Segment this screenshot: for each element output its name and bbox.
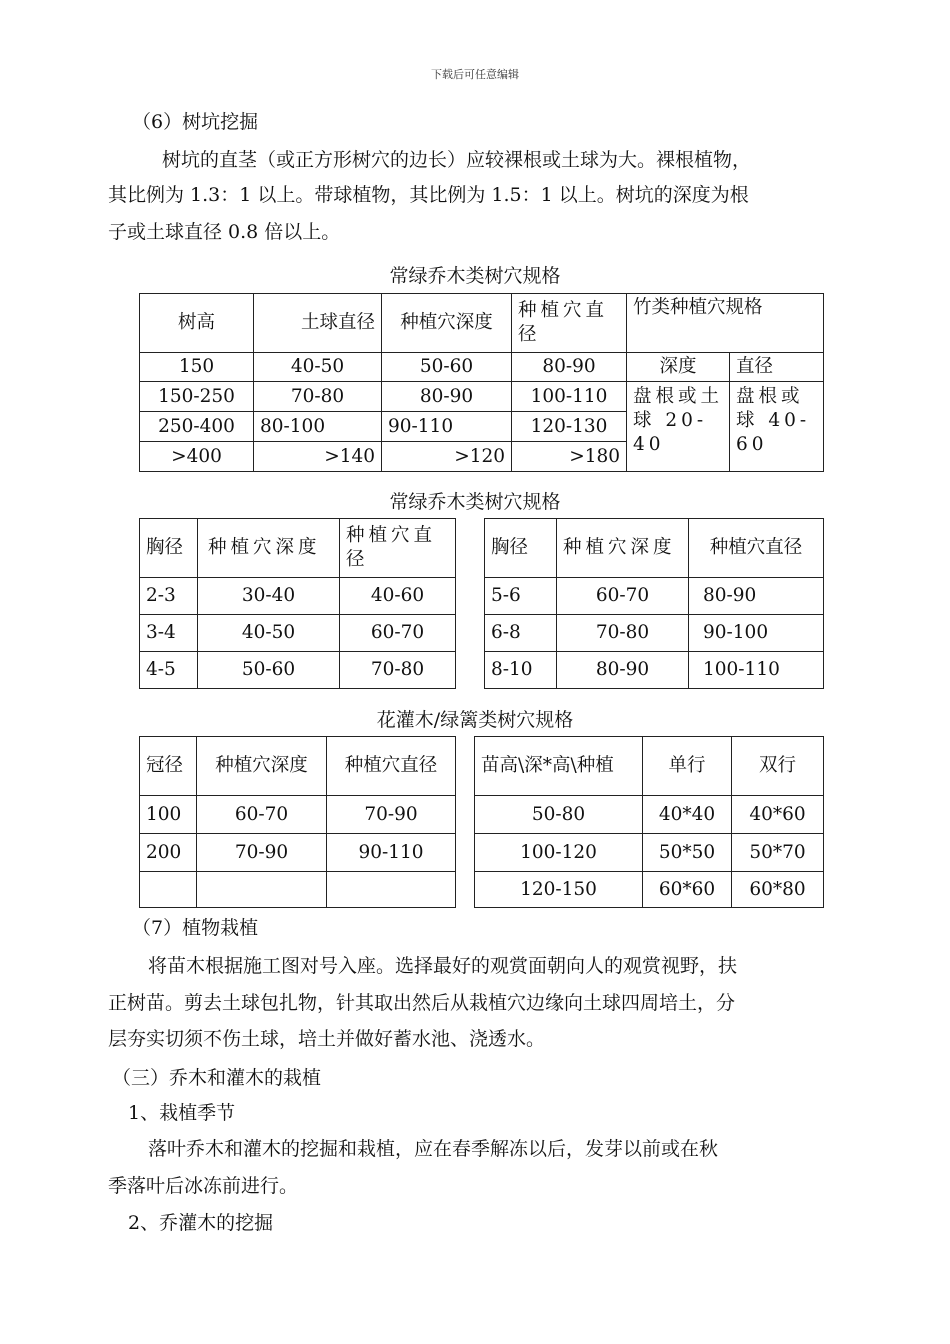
table3-right-cell: 50*50	[643, 834, 732, 872]
table1-cell: >140	[254, 442, 382, 472]
table3-left-cell: 100	[140, 796, 197, 834]
table2-right-cell: 80-90	[689, 578, 824, 615]
section-6-title: （6）树坑挖掘	[132, 111, 259, 133]
table2-right	[484, 518, 824, 689]
table2-right-cell: 100-110	[689, 652, 824, 689]
table3-left-header-cell: 种植穴深度	[197, 737, 327, 796]
table3-right-cell: 60*60	[643, 872, 732, 908]
table2-right-cell: 8-10	[485, 652, 557, 689]
table2-left-header-cell: 种植穴深度	[198, 519, 340, 578]
subsection-title: 2、乔灌木的挖掘	[128, 1212, 274, 1234]
table3-right-cell: 50*70	[732, 834, 824, 872]
table1-header-cell: 种植穴深度	[382, 294, 512, 353]
table1-cell: >180	[512, 442, 627, 472]
table1-bamboo-diameter: 盘根或球 40-60	[730, 382, 824, 472]
table1-header-cell: 竹类种植穴规格	[627, 294, 824, 353]
table3-left-cell	[197, 872, 327, 908]
table2-right-cell: 70-80	[557, 615, 689, 652]
table1-cell: 100-110	[512, 382, 627, 412]
table2-left-cell: 60-70	[340, 615, 456, 652]
table3-right-header-cell: 单行	[643, 737, 732, 796]
table2-left-cell: 4-5	[140, 652, 198, 689]
table1-cell: 80-90	[382, 382, 512, 412]
table2-right-cell: 80-90	[557, 652, 689, 689]
table3-left-cell: 60-70	[197, 796, 327, 834]
section-7-title: （7）植物栽植	[132, 917, 259, 939]
paragraph-line: 将苗木根据施工图对号入座。选择最好的观赏面朝向人的观赏视野，扶	[148, 955, 738, 977]
table2-left-cell: 50-60	[198, 652, 340, 689]
table2-right-cell: 5-6	[485, 578, 557, 615]
table3-right-header-cell: 双行	[732, 737, 824, 796]
table1-cell: 120-130	[512, 412, 627, 442]
table3-right-cell: 50-80	[475, 796, 643, 834]
table2-caption: 常绿乔木类树穴规格	[389, 491, 561, 513]
paragraph-line: 季落叶后冰冻前进行。	[108, 1175, 299, 1197]
table1-cell: >400	[140, 442, 254, 472]
table3-left-cell: 70-90	[197, 834, 327, 872]
table2-right-cell: 90-100	[689, 615, 824, 652]
table1-subheader-cell: 深度	[627, 353, 730, 382]
table3-right-cell: 40*40	[643, 796, 732, 834]
table1-bamboo-depth: 盘根或土球 20-40	[627, 382, 730, 472]
paragraph-line: 其比例为 1.3：1 以上。带球植物，其比例为 1.5：1 以上。树坑的深度为根	[108, 184, 749, 206]
table3-caption: 花灌木/绿篱类树穴规格	[376, 709, 574, 731]
table1-cell: 40-50	[254, 353, 382, 382]
table1-header-cell: 树高	[140, 294, 254, 353]
table2-left-cell: 3-4	[140, 615, 198, 652]
table3-right-header-cell: 苗高\深*高\种植	[475, 737, 643, 796]
table3-left-cell	[327, 872, 456, 908]
table1-subheader-cell: 直径	[730, 353, 824, 382]
table1-cell: 50-60	[382, 353, 512, 382]
table3-left-cell: 90-110	[327, 834, 456, 872]
table2-left-cell: 2-3	[140, 578, 198, 615]
table3-left-header-cell: 冠径	[140, 737, 197, 796]
section-3-title: （三）乔木和灌木的栽植	[112, 1067, 322, 1089]
table3-left-cell: 200	[140, 834, 197, 872]
table3-left-cell: 70-90	[327, 796, 456, 834]
table1-cell: 80-100	[254, 412, 382, 442]
table1-cell: 90-110	[382, 412, 512, 442]
table3-right-cell: 120-150	[475, 872, 643, 908]
table2-left-header-cell: 胸径	[140, 519, 198, 578]
table2-right-cell: 60-70	[557, 578, 689, 615]
table2-right-header-cell: 种植穴直径	[689, 519, 824, 578]
paragraph-line: 落叶乔木和灌木的挖掘和栽植，应在春季解冻以后，发芽以前或在秋	[148, 1138, 719, 1160]
subsection-title: 1、栽植季节	[128, 1102, 236, 1124]
table1-cell: 150-250	[140, 382, 254, 412]
table1-cell: 70-80	[254, 382, 382, 412]
table1-cell: 150	[140, 353, 254, 382]
table3-right-cell: 100-120	[475, 834, 643, 872]
paragraph-line: 树坑的直茎（或正方形树穴的边长）应较裸根或土球为大。裸根植物，	[162, 149, 752, 171]
table1	[139, 293, 824, 472]
paragraph-line: 正树苗。剪去土球包扎物，针其取出然后从栽植穴边缘向土球四周培土，分	[108, 992, 736, 1014]
table1-header-cell: 土球直径	[254, 294, 382, 353]
table3-right	[474, 736, 824, 908]
table1-cell: 80-90	[512, 353, 627, 382]
table3-left-cell	[140, 872, 197, 908]
table3-right-cell: 60*80	[732, 872, 824, 908]
paragraph-line: 子或土球直径 0.8 倍以上。	[108, 221, 341, 243]
table2-left	[139, 518, 456, 689]
paragraph-line: 层夯实切须不伤土球，培土并做好蓄水池、浇透水。	[108, 1028, 546, 1050]
table2-left-cell: 40-50	[198, 615, 340, 652]
table2-right-cell: 6-8	[485, 615, 557, 652]
table1-header-cell: 种植穴直径	[512, 294, 627, 353]
table2-left-cell: 40-60	[340, 578, 456, 615]
table3-left	[139, 736, 456, 908]
table2-right-header-cell: 胸径	[485, 519, 557, 578]
table2-right-header-cell: 种植穴深度	[557, 519, 689, 578]
table1-cell: 250-400	[140, 412, 254, 442]
table1-cell: >120	[382, 442, 512, 472]
table2-left-header-cell: 种植穴直径	[340, 519, 456, 578]
table3-left-header-cell: 种植穴直径	[327, 737, 456, 796]
table2-left-cell: 30-40	[198, 578, 340, 615]
table1-caption: 常绿乔木类树穴规格	[389, 265, 561, 287]
table3-right-cell: 40*60	[732, 796, 824, 834]
table2-left-cell: 70-80	[340, 652, 456, 689]
page-header: 下载后可任意编辑	[431, 68, 519, 81]
